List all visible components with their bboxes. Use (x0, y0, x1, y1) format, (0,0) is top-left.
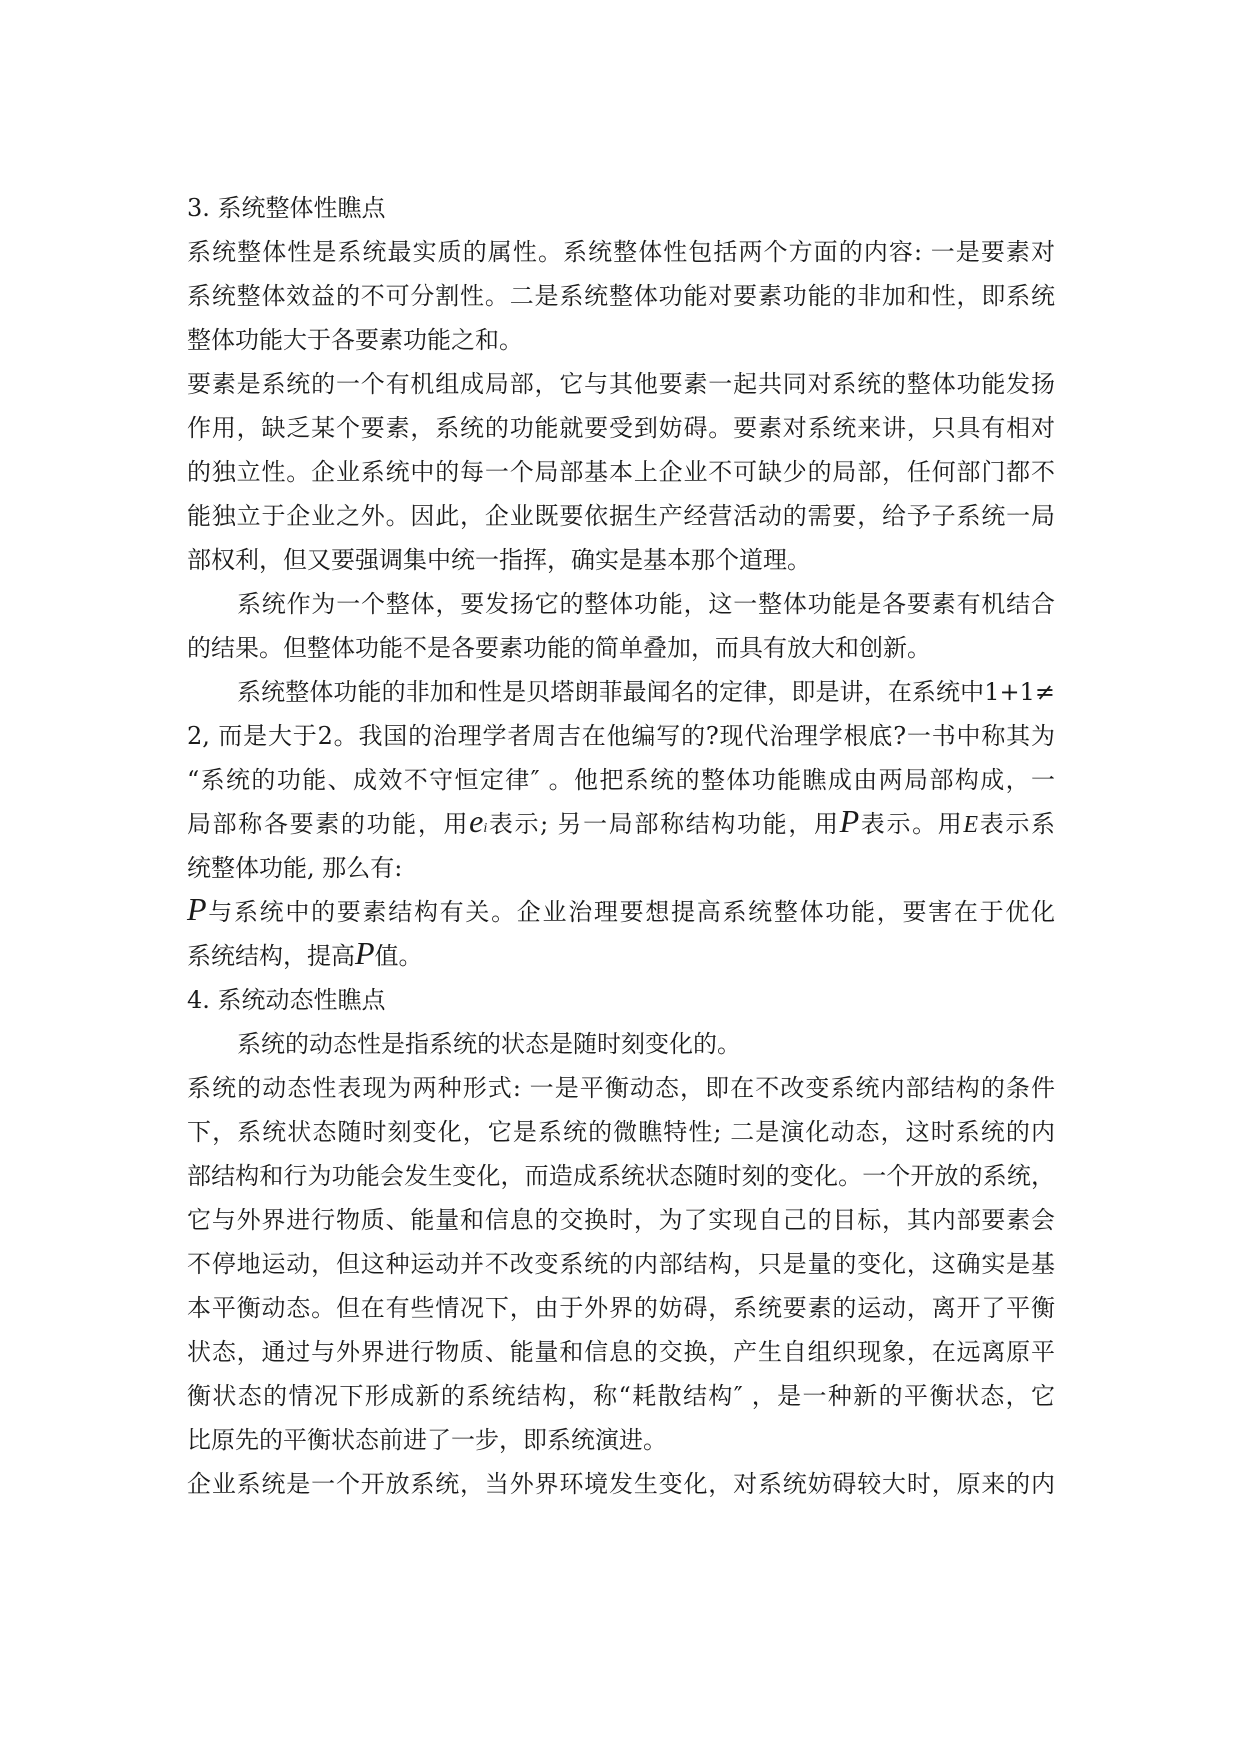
paragraph-line: 的独立性。企业系统中的每一个局部基本上企业不可缺少的局部，任何部门都不 (187, 458, 1055, 486)
symbol-p: P (355, 935, 375, 971)
paragraph-line: 系统整体功能的非加和性是贝塔朗菲最闻名的定律，即是讲，在系统中1+1≠ (237, 678, 1055, 706)
paragraph-line: 它与外界进行物质、能量和信息的交换时，为了实现自己的目标，其内部要素会 (187, 1206, 1055, 1234)
paragraph-line: 系统整体效益的不可分割性。二是系统整体功能对要素功能的非加和性，即系统 (187, 282, 1055, 310)
paragraph-line: 比原先的平衡状态前进了一步，即系统演进。 (187, 1426, 667, 1454)
paragraph-line: 作用，缺乏某个要素，系统的功能就要受到妨碍。要素对系统来讲，只具有相对 (187, 414, 1055, 442)
p-line-text: 系统结构，提高 (187, 942, 355, 970)
p-line-text: 值。 (374, 942, 423, 970)
paragraph-line: 统整体功能, 那么有: (187, 854, 403, 882)
paragraph-line: “系统的功能、成效不守恒定律″ 。他把系统的整体功能瞧成由两局部构成，一 (187, 766, 1055, 794)
formula-text-line (187, 802, 1055, 846)
paragraph-line: 企业系统是一个开放系统，当外界环境发生变化，对系统妨碍较大时，原来的内 (187, 1470, 1055, 1498)
paragraph-line: 整体功能大于各要素功能之和。 (187, 326, 523, 354)
symbol-p: P (187, 891, 207, 927)
paragraph-line: 部结构和行为功能会发生变化，而造成系统状态随时刻的变化。一个开放的系统， (187, 1162, 1055, 1190)
paragraph-line: 系统的动态性表现为两种形式: 一是平衡动态，即在不改变系统内部结构的条件 (187, 1074, 1055, 1102)
paragraph-line: 衡状态的情况下形成新的系统结构，称“耗散结构″ ，是一种新的平衡状态，它 (187, 1382, 1055, 1410)
section-heading: 4. 系统动态性瞧点 (187, 986, 386, 1014)
paragraph-line: 下，系统状态随时刻变化，它是系统的微瞧特性; 二是演化动态，这时系统的内 (187, 1118, 1055, 1146)
document-page (187, 186, 1055, 1506)
p-line-text: 与系统中的要素结构有关。企业治理要想提高系统整体功能，要害在于优化 (206, 898, 1055, 926)
p-value-line (187, 890, 1055, 934)
formula-text: 表示。用 (859, 810, 964, 838)
formula-text: 表示系 (978, 810, 1056, 838)
paragraph-line: 状态，通过与外界进行物质、能量和信息的交换，产生自组织现象，在远离原平 (187, 1338, 1055, 1366)
paragraph-line: 系统的动态性是指系统的状态是随时刻变化的。 (237, 1030, 741, 1058)
symbol-E: E (963, 812, 979, 838)
formula-text: 表示; 另一局部称结构功能，用 (487, 810, 840, 838)
paragraph-line: 部权利，但又要强调集中统一指挥，确实是基本那个道理。 (187, 546, 811, 574)
paragraph-line: 系统作为一个整体，要发扬它的整体功能，这一整体功能是各要素有机结合 (237, 590, 1055, 618)
symbol-e-subscript: i (483, 821, 488, 836)
paragraph-line: 的结果。但整体功能不是各要素功能的简单叠加，而具有放大和创新。 (187, 634, 931, 662)
symbol-p: P (839, 803, 860, 839)
paragraph-line: 不停地运动，但这种运动并不改变系统的内部结构，只是量的变化，这确实是基 (187, 1250, 1055, 1278)
paragraph-line: 系统整体性是系统最实质的属性。系统整体性包括两个方面的内容: 一是要素对 (187, 238, 1055, 266)
symbol-e: e (469, 803, 484, 839)
paragraph-line: 能独立于企业之外。因此，企业既要依据生产经营活动的需要，给予子系统一局 (187, 502, 1055, 530)
paragraph-line: 2, 而是大于2。我国的治理学者周吉在他编写的?现代治理学根底?一书中称其为 (187, 722, 1055, 750)
paragraph-line: 本平衡动态。但在有些情况下，由于外界的妨碍，系统要素的运动，离开了平衡 (187, 1294, 1055, 1322)
formula-text: 局部称各要素的功能，用 (187, 810, 470, 838)
section-heading: 3. 系统整体性瞧点 (187, 194, 386, 222)
p-value-line (187, 934, 1055, 978)
paragraph-line: 要素是系统的一个有机组成局部，它与其他要素一起共同对系统的整体功能发扬 (187, 370, 1055, 398)
